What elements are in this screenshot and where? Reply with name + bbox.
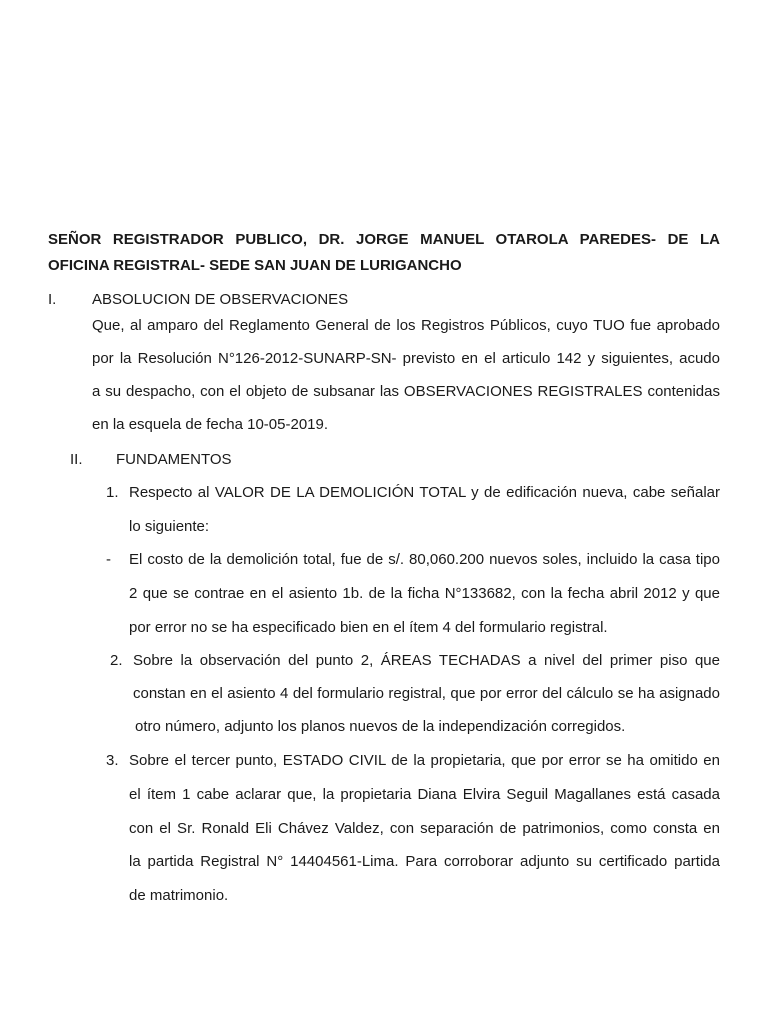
addressee-heading-line-1: SEÑOR REGISTRADOR PUBLICO, DR. JORGE MANUEL OTAROLA PAREDES- DE LA — [48, 231, 720, 248]
item-3-line-1: Sobre el tercer punto, ESTADO CIVIL de la propietaria, que por error se ha omitido en — [129, 752, 720, 769]
section-2-title: FUNDAMENTOS — [116, 451, 232, 468]
item-3-line-5: de matrimonio. — [129, 887, 229, 904]
item-3-line-4: la partida Registral N° 14404561-Lima. Para corroborar adjunto su certificado partida — [129, 853, 720, 870]
item-2-line-3: otro número, adjunto los planos nuevos de la independización corregidos. — [135, 718, 626, 735]
item-2-line-2: constan en el asiento 4 del formulario registral, que por error del cálculo se ha asignado — [133, 685, 720, 702]
section-1-line-1: Que, al amparo del Reglamento General de los Registros Públicos, cuyo TUO fue aprobado — [92, 317, 720, 334]
item-3-marker: 3. — [106, 752, 119, 769]
section-1-line-4: en la esquela de fecha 10-05-2019. — [92, 416, 329, 433]
item-2-marker: 2. — [110, 652, 123, 669]
section-1-title: ABSOLUCION DE OBSERVACIONES — [92, 291, 349, 308]
addressee-heading-line-2: OFICINA REGISTRAL- SEDE SAN JUAN DE LURIGANCHO — [48, 257, 462, 274]
item-2-line-1: Sobre la observación del punto 2, ÁREAS TECHADAS a nivel del primer piso que — [133, 652, 720, 669]
section-2-numeral: II. — [70, 451, 83, 468]
item-1-line-1: Respecto al VALOR DE LA DEMOLICIÓN TOTAL y de edificación nueva, cabe señalar — [129, 484, 720, 501]
dash-line-1: El costo de la demolición total, fue de s/. 80,060.200 nuevos soles, incluido la casa tipo — [129, 551, 720, 568]
item-1-line-2: lo siguiente: — [129, 518, 210, 535]
section-1-line-2: por la Resolución N°126-2012-SUNARP-SN- previsto en el articulo 142 y siguientes, acudo — [92, 350, 720, 367]
dash-marker: - — [106, 551, 111, 568]
section-1-line-3: a su despacho, con el objeto de subsanar las OBSERVACIONES REGISTRALES contenidas — [92, 383, 720, 400]
item-3-line-2: el ítem 1 cabe aclarar que, la propietaria Diana Elvira Seguil Magallanes está casada — [129, 786, 720, 803]
dash-line-2: 2 que se contrae en el asiento 1b. de la ficha N°133682, con la fecha abril 2012 y que — [129, 585, 720, 602]
dash-line-3: por error no se ha especificado bien en el ítem 4 del formulario registral. — [129, 619, 608, 636]
section-1-numeral: I. — [48, 291, 57, 308]
item-3-line-3: con el Sr. Ronald Eli Chávez Valdez, con separación de patrimonios, como consta en — [129, 820, 720, 837]
item-1-marker: 1. — [106, 484, 119, 501]
